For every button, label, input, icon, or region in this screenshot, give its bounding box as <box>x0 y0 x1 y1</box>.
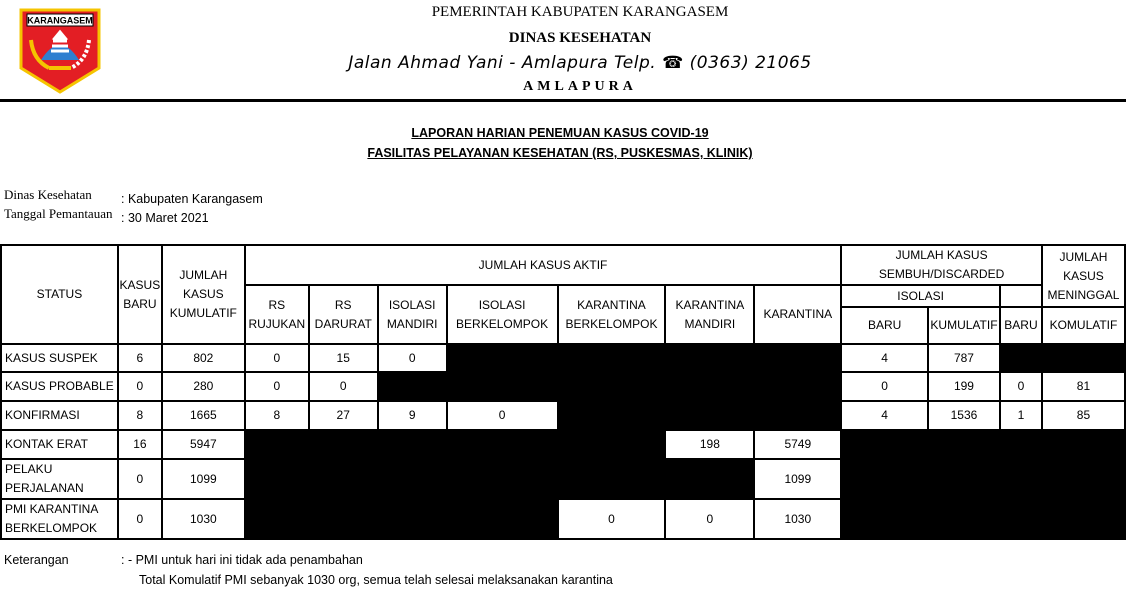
cell-karantina-mandiri-blacked-out <box>665 372 754 401</box>
cell-isolasi-berkelompok-blacked-out <box>447 459 558 499</box>
header-meninggal-baru: BARU <box>1000 307 1042 344</box>
cell-mn-baru-blacked-out <box>1000 459 1042 499</box>
meta-dinas <box>4 187 263 207</box>
cell-karantina: 5749 <box>754 430 841 459</box>
row-status-label: KASUS SUSPEK <box>1 344 118 372</box>
table-row <box>1 430 1125 459</box>
cell-rs-rujukan: 8 <box>245 401 309 430</box>
notes-line1: : - PMI untuk hari ini tidak ada penambahan <box>121 553 363 567</box>
cell-mn-komulatif-blacked-out <box>1042 459 1125 499</box>
cell-isolasi-berkelompok: 0 <box>447 401 558 430</box>
cell-iso-kumulatif-blacked-out <box>928 459 1000 499</box>
cell-iso-baru-blacked-out <box>841 430 928 459</box>
meta-tanggal <box>4 206 209 226</box>
cell-iso-baru: 4 <box>841 401 928 430</box>
cell-baru: 16 <box>118 430 162 459</box>
cell-iso-kumulatif: 199 <box>928 372 1000 401</box>
header-kasus-baru: KASUS BARU <box>118 245 162 344</box>
cell-rs-darurat-blacked-out <box>309 430 378 459</box>
cell-karantina: 1030 <box>754 499 841 539</box>
cell-karantina-berkelompok: 0 <box>558 499 666 539</box>
cell-karantina-mandiri-blacked-out <box>665 344 754 372</box>
cell-mn-baru: 1 <box>1000 401 1042 430</box>
table-row <box>1 401 1125 430</box>
row-status-label: KONTAK ERAT <box>1 430 118 459</box>
cell-isolasi-berkelompok-blacked-out <box>447 499 558 539</box>
header-isolasi-mandiri: ISOLASI MANDIRI <box>378 285 447 344</box>
karangasem-logo <box>19 8 101 94</box>
cell-isolasi-mandiri-blacked-out <box>378 430 447 459</box>
covid-report-table <box>0 244 1126 540</box>
cell-karantina-mandiri: 0 <box>665 499 754 539</box>
row-status-label: KONFIRMASI <box>1 401 118 430</box>
row-status-label: PMI KARANTINA BERKELOMPOK <box>1 499 118 539</box>
notes-line2: Total Komulatif PMI sebanyak 1030 org, semua telah selesai melaksanakan karantina <box>139 573 613 587</box>
cell-kumulatif: 5947 <box>162 430 245 459</box>
cell-karantina-mandiri: 198 <box>665 430 754 459</box>
cell-isolasi-mandiri-blacked-out <box>378 459 447 499</box>
cell-mn-baru: 0 <box>1000 372 1042 401</box>
cell-rs-rujukan: 0 <box>245 372 309 401</box>
cell-rs-darurat: 15 <box>309 344 378 372</box>
cell-kumulatif: 1099 <box>162 459 245 499</box>
cell-karantina-berkelompok-blacked-out <box>558 401 666 430</box>
table-row <box>1 499 1125 539</box>
header-karantina-berkelompok: KARANTINA BERKELOMPOK <box>558 285 666 344</box>
table-row <box>1 344 1125 372</box>
cell-mn-komulatif-blacked-out <box>1042 499 1125 539</box>
report-subtitle: FASILITAS PELAYANAN KESEHATAN (RS, PUSKESMAS, KLINIK) <box>367 146 753 160</box>
row-status-label: PELAKU PERJALANAN <box>1 459 118 499</box>
cell-iso-kumulatif-blacked-out <box>928 430 1000 459</box>
svg-text:KARANGASEM: KARANGASEM <box>27 15 93 26</box>
header-meninggal-group: JUMLAH KASUS MENINGGAL <box>1042 245 1125 307</box>
cell-iso-kumulatif: 787 <box>928 344 1000 372</box>
cell-rs-darurat-blacked-out <box>309 499 378 539</box>
table-row <box>1 372 1125 401</box>
cell-karantina-blacked-out <box>754 401 841 430</box>
cell-baru: 0 <box>118 372 162 401</box>
cell-baru: 6 <box>118 344 162 372</box>
cell-karantina-berkelompok-blacked-out <box>558 430 666 459</box>
cell-iso-baru-blacked-out <box>841 459 928 499</box>
cell-mn-komulatif: 81 <box>1042 372 1125 401</box>
cell-mn-komulatif-blacked-out <box>1042 344 1125 372</box>
cell-baru: 8 <box>118 401 162 430</box>
cell-karantina-mandiri-blacked-out <box>665 459 754 499</box>
cell-kumulatif: 1665 <box>162 401 245 430</box>
header-sembuh-group: JUMLAH KASUS SEMBUH/DISCARDED <box>841 245 1042 285</box>
cell-rs-rujukan-blacked-out <box>245 430 309 459</box>
header-jumlah-kumulatif: JUMLAH KASUS KUMULATIF <box>162 245 245 344</box>
cell-rs-rujukan-blacked-out <box>245 499 309 539</box>
cell-karantina-berkelompok-blacked-out <box>558 344 666 372</box>
cell-rs-rujukan: 0 <box>245 344 309 372</box>
cell-kumulatif: 802 <box>162 344 245 372</box>
cell-karantina-mandiri-blacked-out <box>665 401 754 430</box>
header-karantina: KARANTINA <box>754 285 841 344</box>
cell-rs-darurat: 27 <box>309 401 378 430</box>
cell-rs-rujukan-blacked-out <box>245 459 309 499</box>
cell-isolasi-berkelompok-blacked-out <box>447 344 558 372</box>
cell-iso-baru-blacked-out <box>841 499 928 539</box>
cell-isolasi-berkelompok-blacked-out <box>447 430 558 459</box>
header-meninggal-komulatif: KOMULATIF <box>1042 307 1125 344</box>
cell-baru: 0 <box>118 459 162 499</box>
cell-rs-darurat: 0 <box>309 372 378 401</box>
notes <box>4 553 363 567</box>
cell-karantina-berkelompok-blacked-out <box>558 459 666 499</box>
cell-kumulatif: 280 <box>162 372 245 401</box>
cell-iso-baru: 4 <box>841 344 928 372</box>
cell-karantina-berkelompok-blacked-out <box>558 372 666 401</box>
cell-kumulatif: 1030 <box>162 499 245 539</box>
header-isolasi: ISOLASI <box>841 285 1000 307</box>
report-title: LAPORAN HARIAN PENEMUAN KASUS COVID-19 <box>411 126 709 140</box>
cell-karantina-blacked-out <box>754 372 841 401</box>
letterhead-government: PEMERINTAH KABUPATEN KARANGASEM <box>431 4 729 20</box>
cell-karantina: 1099 <box>754 459 841 499</box>
cell-mn-komulatif-blacked-out <box>1042 430 1125 459</box>
letterhead-address: Jalan Ahmad Yani - Amlapura Telp. ☎ (0363) 21065 <box>348 53 812 73</box>
meta-tanggal-value: : 30 Maret 2021 <box>121 211 209 225</box>
cell-rs-darurat-blacked-out <box>309 459 378 499</box>
cell-iso-baru: 0 <box>841 372 928 401</box>
letterhead-department: DINAS KESEHATAN <box>508 30 652 46</box>
cell-iso-kumulatif-blacked-out <box>928 499 1000 539</box>
cell-iso-kumulatif: 1536 <box>928 401 1000 430</box>
header-karantina-mandiri: KARANTINA MANDIRI <box>665 285 754 344</box>
cell-mn-baru-blacked-out <box>1000 430 1042 459</box>
cell-mn-komulatif: 85 <box>1042 401 1125 430</box>
cell-isolasi-mandiri-blacked-out <box>378 499 447 539</box>
cell-isolasi-mandiri: 0 <box>378 344 447 372</box>
cell-karantina-blacked-out <box>754 344 841 372</box>
meta-tanggal-label: Tanggal Pemantauan <box>4 206 113 221</box>
header-isolasi-berkelompok: ISOLASI BERKELOMPOK <box>447 285 558 344</box>
letterhead-city: AMLAPURA <box>523 79 637 94</box>
header-aktif-group: JUMLAH KASUS AKTIF <box>245 245 841 285</box>
row-status-label: KASUS PROBABLE <box>1 372 118 401</box>
cell-isolasi-berkelompok-blacked-out <box>447 372 558 401</box>
letterhead-divider <box>0 99 1126 102</box>
table-row <box>1 459 1125 499</box>
header-rs-darurat: RS DARURAT <box>309 285 378 344</box>
notes-label: Keterangan <box>4 553 69 567</box>
meta-dinas-value: : Kabupaten Karangasem <box>121 192 263 206</box>
header-isolasi-kumulatif: KUMULATIF <box>928 307 1000 344</box>
header-rs-rujukan: RS RUJUKAN <box>245 285 309 344</box>
cell-isolasi-mandiri: 9 <box>378 401 447 430</box>
header-status: STATUS <box>1 245 118 344</box>
cell-mn-baru-blacked-out <box>1000 499 1042 539</box>
cell-isolasi-mandiri-blacked-out <box>378 372 447 401</box>
header-isolasi-baru: BARU <box>841 307 928 344</box>
cell-mn-baru-blacked-out <box>1000 344 1042 372</box>
cell-baru: 0 <box>118 499 162 539</box>
meta-dinas-label: Dinas Kesehatan <box>4 187 92 202</box>
